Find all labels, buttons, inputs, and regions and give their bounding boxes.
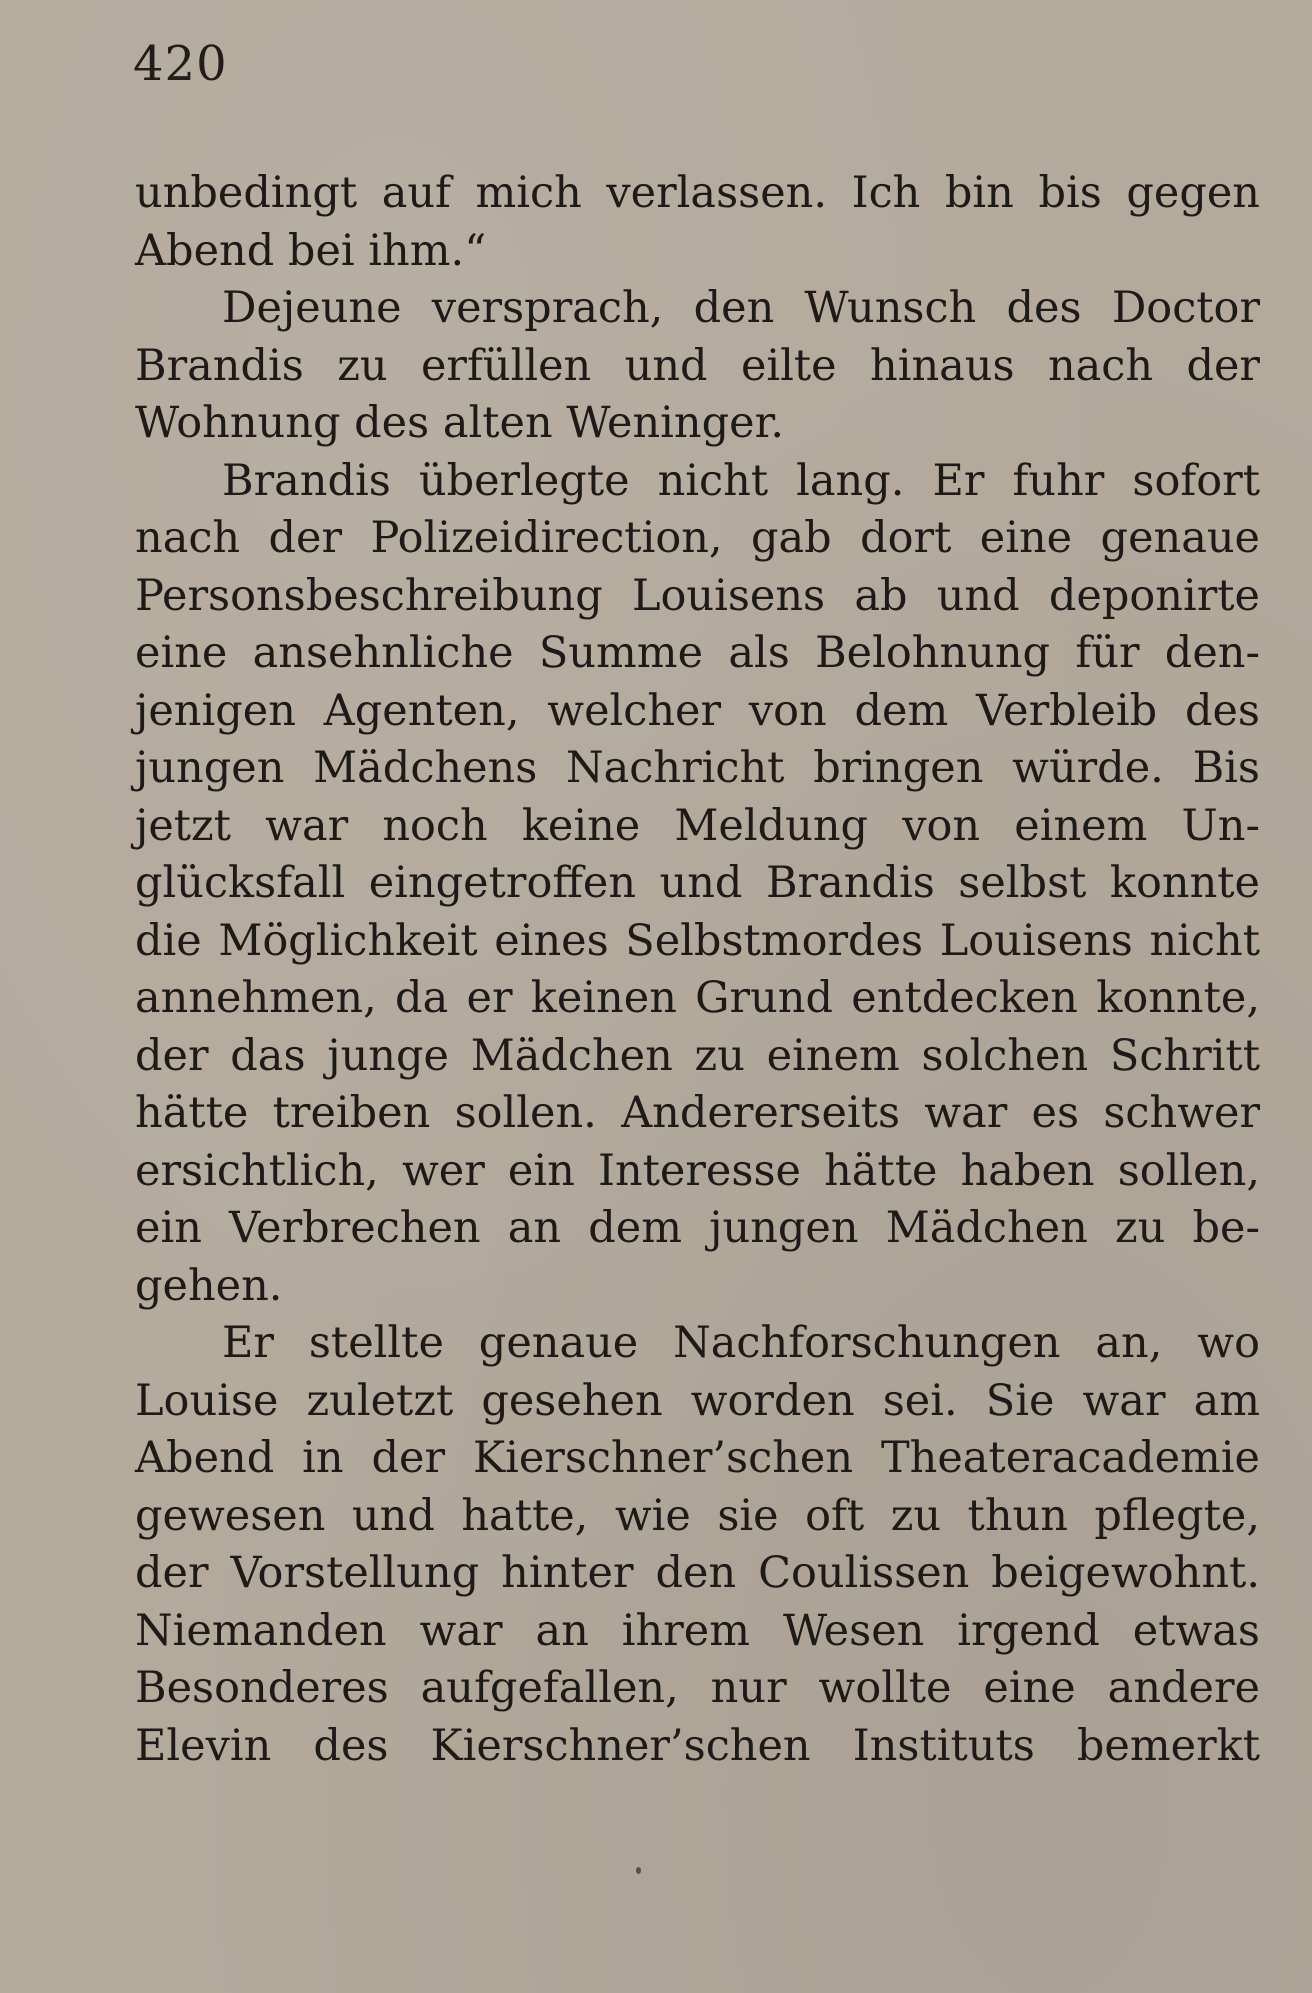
text-line: Abend bei ihm.“ <box>135 225 487 276</box>
text-line: Elevin des Kierschner’schen Instituts bemerkt <box>135 1720 1260 1771</box>
text-line: glücksfall eingetroffen und Brandis selbst konnte <box>135 858 1260 908</box>
text-line: Dejeune versprach, den Wunsch des Doctor <box>222 283 1260 333</box>
text-line: gewesen und hatte, wie sie oft zu thun pflegte, <box>135 1490 1260 1541</box>
text-line: Brandis überlegte nicht lang. Er fuhr sofort <box>222 455 1260 506</box>
text-line: jenigen Agenten, welcher von dem Verbleib des <box>135 685 1260 736</box>
text-line: Brandis zu erfüllen und eilte hinaus nach der <box>135 340 1260 391</box>
text-line: Abend in der Kierschner’schen Theateracademie <box>135 1433 1260 1483</box>
text-line: annehmen, da er keinen Grund entdecken konnte, <box>135 973 1260 1023</box>
text-line: die Möglichkeit eines Selbstmordes Louisens nicht <box>135 915 1260 966</box>
text-line: der Vorstellung hinter den Coulissen beigewohnt. <box>135 1548 1260 1598</box>
text-line: der das junge Mädchen zu einem solchen Schritt <box>135 1030 1260 1081</box>
text-line: Besonderes aufgefallen, nur wollte eine andere <box>135 1663 1260 1713</box>
text-line: eine ansehnliche Summe als Belohnung für den- <box>135 628 1260 678</box>
text-line: Louise zuletzt gesehen worden sei. Sie war am <box>135 1375 1260 1426</box>
text-line: hätte treiben sollen. Andererseits war es schwer <box>135 1088 1260 1138</box>
text-line: Wohnung des alten Weninger. <box>135 398 785 448</box>
text-line: unbedingt auf mich verlassen. Ich bin bis gegen <box>135 168 1260 218</box>
text-line: jungen Mädchens Nachricht bringen würde. Bis <box>135 743 1260 793</box>
text-line: Niemanden war an ihrem Wesen irgend etwas <box>135 1605 1260 1656</box>
text-line: ersichtlich, wer ein Interesse hätte haben sollen, <box>135 1145 1260 1196</box>
text-line: jetzt war noch keine Meldung von einem Un- <box>135 800 1260 851</box>
text-line: gehen. <box>135 1260 283 1311</box>
text-line: Personsbeschreibung Louisens ab und deponirte <box>135 570 1260 621</box>
ink-speck <box>636 1867 641 1874</box>
text-line: ein Verbrechen an dem jungen Mädchen zu be- <box>135 1203 1260 1253</box>
body-text <box>135 165 1260 1775</box>
text-line: nach der Polizeidirection, gab dort eine genaue <box>135 513 1260 563</box>
page-number: 420 <box>133 36 228 92</box>
text-line: Er stellte genaue Nachforschungen an, wo <box>222 1318 1260 1368</box>
